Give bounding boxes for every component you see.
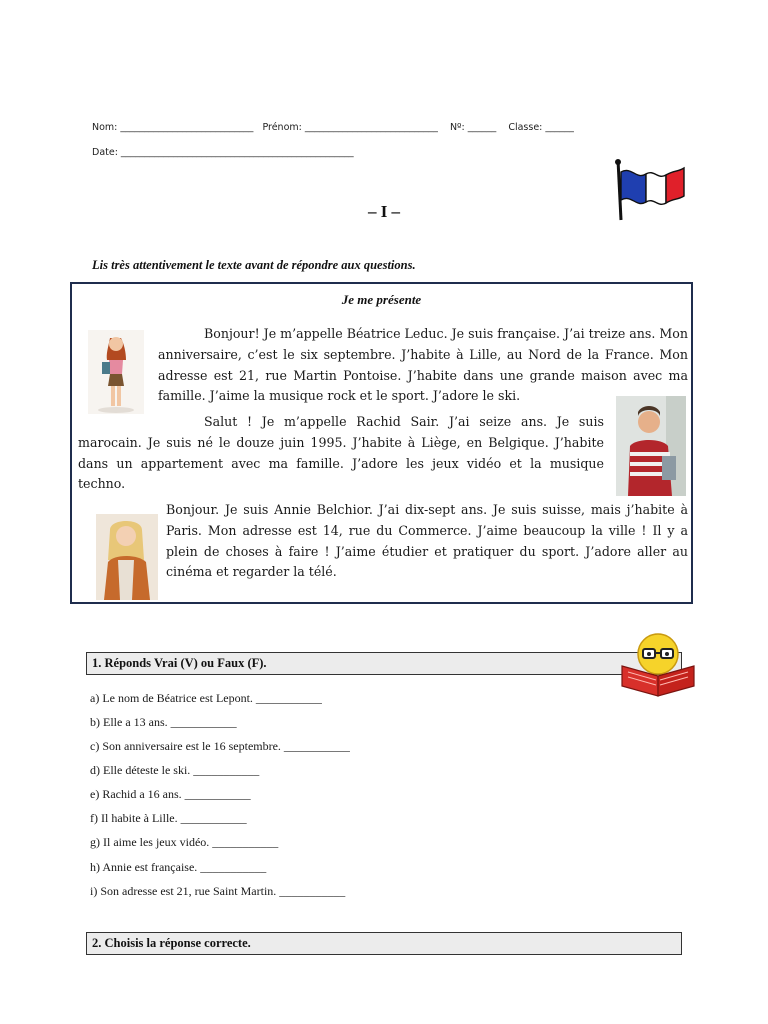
paragraph-beatrice: Bonjour! Je m’appelle Béatrice Leduc. Je suis française. J’ai treize ans. Mon anniversaire, c’est le six septembre. J’habite à Lille, au Nord de la France. Mon adresse est 21, rue Martin Pontoise. J’habite dans une grande maison avec ma famille. J’aime la musique rock et le sport. J’adore le ski. (158, 326, 688, 404)
paragraph-annie: Bonjour. Je suis Annie Belchior. J’ai dix-sept ans. Je suis suisse, mais j’habite à Paris. Mon adresse est 14, rue du Commerce. J’aime beaucoup la ville ! Il y a plein de choses à faire ! J’aime étudier et pratiquer du sport. J’adore aller au cinéma et regarder la télé. (166, 502, 688, 580)
text-box-title: Je me présente (341, 292, 422, 307)
reading-text-box (70, 282, 693, 604)
beatrice-photo (88, 330, 144, 414)
question-d: d) Elle déteste le ski. ___________ (90, 763, 260, 777)
paragraph-rachid: Salut ! Je m’appelle Rachid Sair. J’ai seize ans. Je suis marocain. Je suis né le douze juin 1995. J’habite à Liège, en Belgique. J’habite dans un appartement avec ma famille. J’adore les jeux vidéo et la musique techno. (78, 414, 604, 492)
question-e: e) Rachid a 16 ans. ___________ (90, 787, 251, 801)
annie-photo (96, 514, 158, 600)
question-c: c) Son anniversaire est le 16 septembre. ___________ (90, 739, 350, 753)
section-marker: – I – (367, 202, 401, 221)
smiley-reading-book-icon (618, 632, 698, 698)
rachid-photo (616, 396, 686, 496)
question-f: f) Il habite à Lille. ___________ (90, 811, 247, 825)
question-a: a) Le nom de Béatrice est Lepont. ___________ (90, 691, 322, 705)
instruction-text: Lis très attentivement le texte avant de répondre aux questions. (92, 258, 416, 272)
question-b: b) Elle a 13 ans. ___________ (90, 715, 237, 729)
question-g: g) Il aime les jeux vidéo. ___________ (90, 835, 279, 849)
section-2-header: 2. Choisis la réponse correcte. (86, 932, 682, 955)
header-date-line: Date: _________________________________________________ (92, 147, 354, 158)
header-name-line: Nom: ____________________________ Prénom: ____________________________ Nº: ______ Classe: ______ (92, 122, 574, 133)
question-h: h) Annie est française. ___________ (90, 860, 267, 874)
question-i: i) Son adresse est 21, rue Saint Martin. ___________ (90, 884, 346, 898)
section-1-header: 1. Réponds Vrai (V) ou Faux (F). (86, 652, 682, 675)
